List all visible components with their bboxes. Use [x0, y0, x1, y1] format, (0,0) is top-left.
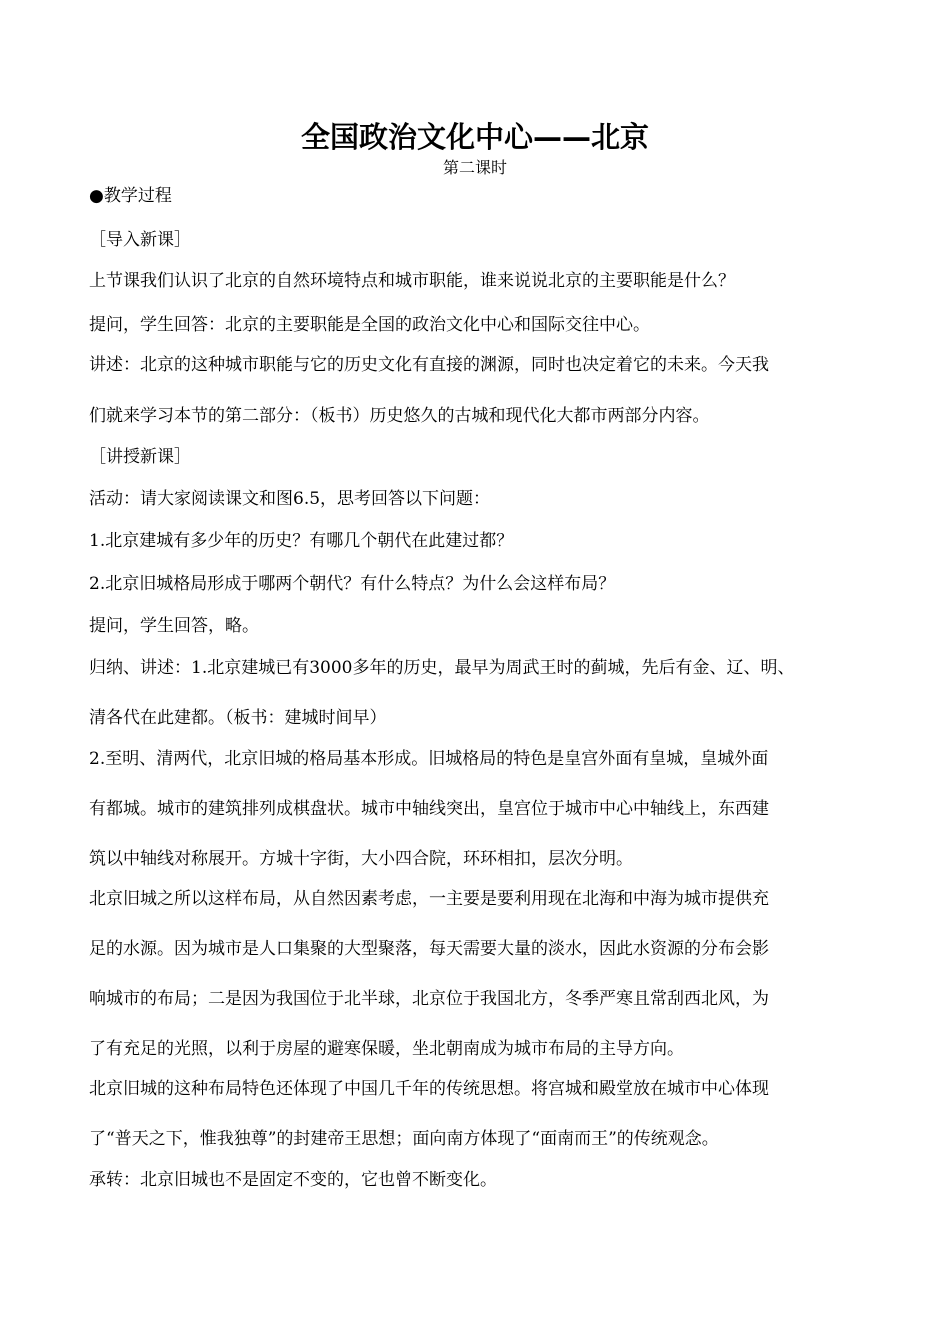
paragraph-line: 北京旧城的这种布局特色还体现了中国几千年的传统思想。将宫城和殿堂放在城市中心体现 [89, 1079, 769, 1099]
paragraph-line: 讲述：北京的这种城市职能与它的历史文化有直接的渊源，同时也决定着它的未来。今天我 [89, 355, 769, 375]
paragraph-line: 们就来学习本节的第二部分：（板书）历史悠久的古城和现代化大都市两部分内容。 [89, 406, 710, 426]
paragraph-line: 有都城。城市的建筑排列成棋盘状。城市中轴线突出，皇宫位于城市中心中轴线上，东西建 [89, 799, 769, 819]
paragraph-line: 足的水源。因为城市是人口集聚的大型聚落，每天需要大量的淡水，因此水资源的分布会影 [89, 939, 769, 959]
section-heading-new-lesson: ［讲授新课］ [89, 447, 191, 467]
paragraph-line: 活动：请大家阅读课文和图6.5，思考回答以下问题： [89, 489, 491, 509]
paragraph-line: 筑以中轴线对称展开。方城十字街，大小四合院，环环相扣，层次分明。 [89, 849, 633, 869]
paragraph-line: 上节课我们认识了北京的自然环境特点和城市职能，谁来说说北京的主要职能是什么？ [89, 271, 735, 291]
section-heading-teaching-process: ●教学过程 [89, 186, 172, 206]
paragraph-line: 响城市的布局；二是因为我国位于北半球，北京位于我国北方，冬季严寒且常刮西北风，为 [89, 989, 769, 1009]
paragraph-line: 了“普天之下，惟我独尊”的封建帝王思想；面向南方体现了“面南而王”的传统观念。 [89, 1129, 719, 1149]
question-item: 2.北京旧城格局形成于哪两个朝代？有什么特点？为什么会这样布局？ [89, 574, 616, 594]
paragraph-line: 归纳、讲述：1.北京建城已有3000多年的历史，最早为周武王时的蓟城，先后有金、辽、明、 [89, 658, 795, 678]
paragraph-line: 北京旧城之所以这样布局，从自然因素考虑，一主要是要利用现在北海和中海为城市提供充 [89, 889, 769, 909]
paragraph-line: 承转：北京旧城也不是固定不变的，它也曾不断变化。 [89, 1170, 497, 1190]
section-heading-intro: ［导入新课］ [89, 230, 191, 250]
paragraph-line: 2.至明、清两代，北京旧城的格局基本形成。旧城格局的特色是皇宫外面有皇城，皇城外面 [89, 749, 769, 769]
paragraph-line: 清各代在此建都。（板书：建城时间早） [89, 708, 387, 728]
document-subtitle: 第二课时 [442, 158, 507, 177]
document-title: 全国政治文化中心——北京 [300, 120, 649, 154]
paragraph-line: 提问，学生回答：北京的主要职能是全国的政治文化中心和国际交往中心。 [89, 315, 650, 335]
paragraph-line: 了有充足的光照，以利于房屋的避寒保暖，坐北朝南成为城市布局的主导方向。 [89, 1039, 684, 1059]
question-item: 1.北京建城有多少年的历史？有哪几个朝代在此建过都？ [89, 531, 514, 551]
paragraph-line: 提问，学生回答，略。 [89, 616, 259, 636]
